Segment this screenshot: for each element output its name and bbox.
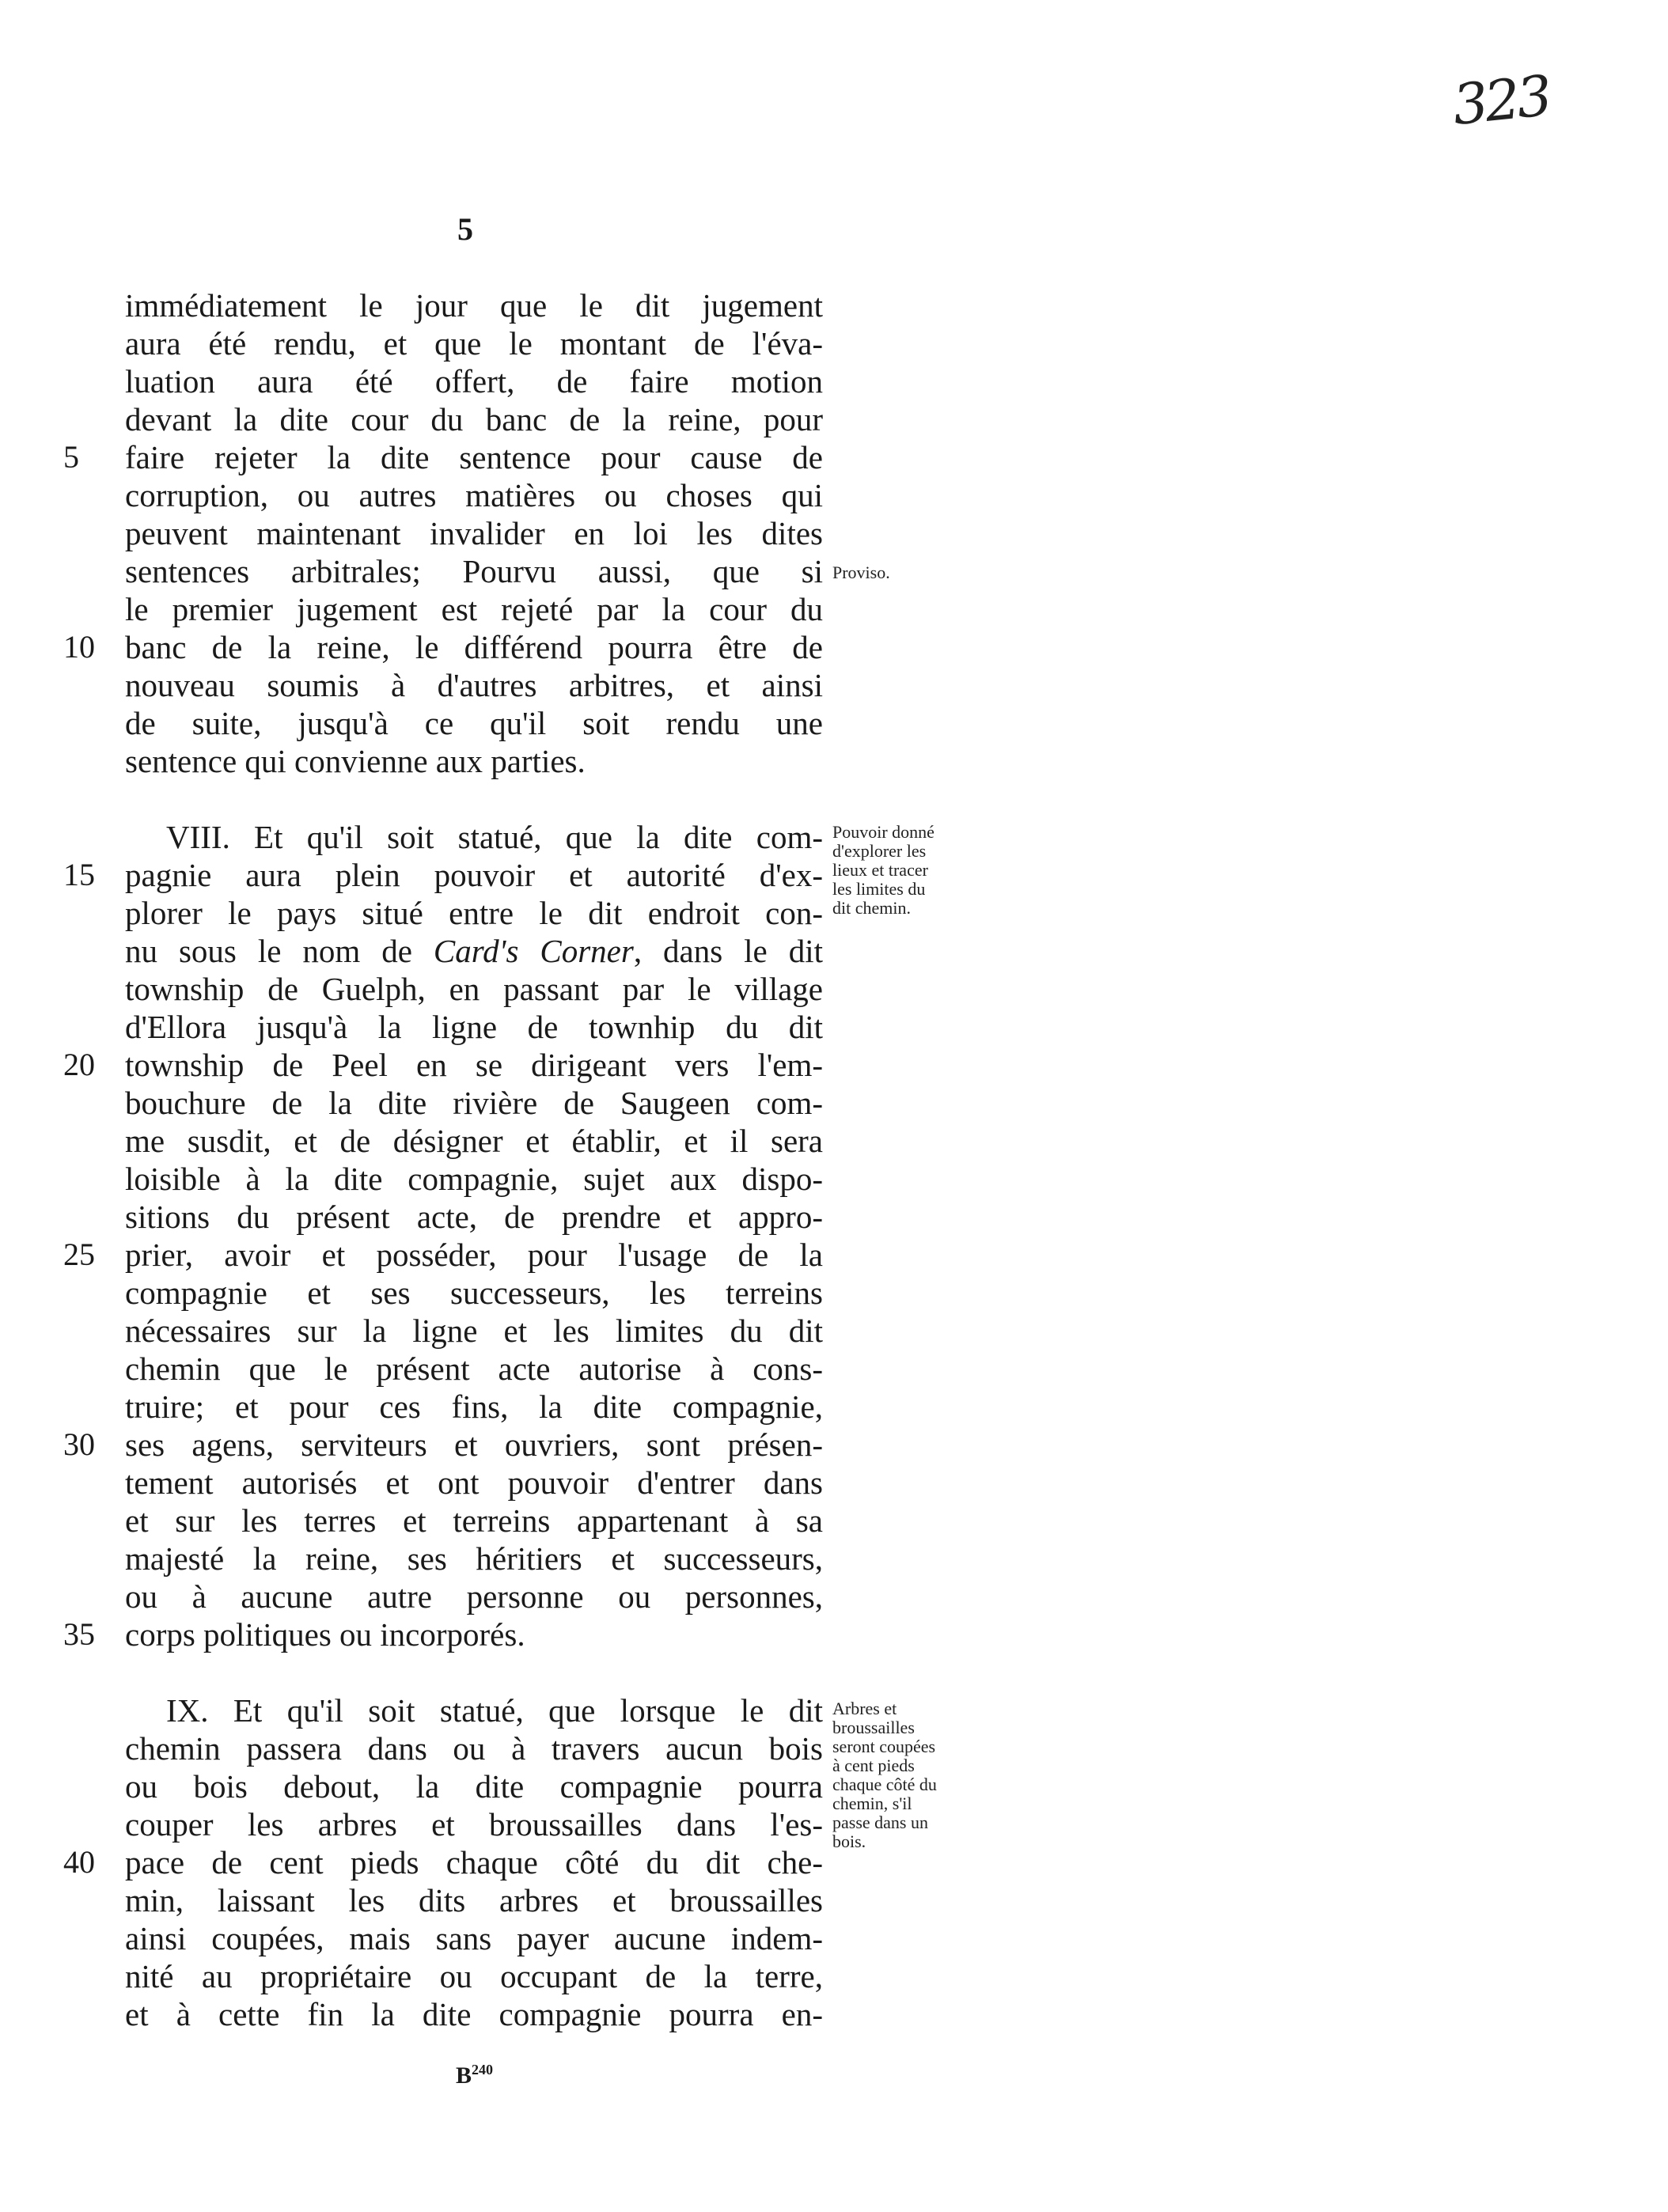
text-line: chemin que le présent acte autorise à cons-: [125, 1350, 823, 1387]
text-line: de suite, jusqu'à ce qu'il soit rendu une: [125, 705, 823, 741]
text-line: couper les arbres et broussailles dans l'es-: [125, 1806, 823, 1843]
text-line: ses agens, serviteurs et ouvriers, sont présen-: [125, 1426, 823, 1463]
place-name-italic: Card's Corner: [433, 933, 634, 969]
line-number: 30: [63, 1426, 95, 1462]
text-line: loisible à la dite compagnie, sujet aux dispo-: [125, 1161, 823, 1197]
text-line: min, laissant les dits arbres et broussailles: [125, 1882, 823, 1918]
text-line: et à cette fin la dite compagnie pourra en-: [125, 1996, 823, 2032]
margin-note-line: chaque côté du: [832, 1775, 937, 1794]
text-line: township de Peel en se dirigeant vers l'em-: [125, 1047, 823, 1083]
text-line: et sur les terres et terreins appartenant à sa: [125, 1502, 823, 1539]
margin-note-line: lieux et tracer: [832, 860, 928, 880]
text-line: prier, avoir et posséder, pour l'usage de la: [125, 1237, 823, 1273]
margin-note-line: dit chemin.: [832, 898, 911, 918]
text-line: sentence qui convienne aux parties.: [125, 743, 586, 779]
margin-note-line: Arbres et: [832, 1699, 897, 1718]
line-number: 25: [63, 1237, 95, 1272]
text-segment: nu sous le nom de: [125, 933, 434, 969]
signature-letter: B: [456, 2062, 472, 2089]
text-line: IX. Et qu'il soit statué, que lorsque le dit: [166, 1692, 823, 1729]
page-number: 5: [457, 211, 473, 247]
margin-note-line: à cent pieds: [832, 1756, 915, 1775]
text-line: sitions du présent acte, de prendre et appro-: [125, 1199, 823, 1235]
margin-note-line: les limites du: [832, 879, 926, 899]
text-line: faire rejeter la dite sentence pour cause de: [125, 439, 823, 475]
text-line: pagnie aura plein pouvoir et autorité d'ex-: [125, 857, 823, 893]
text-line: le premier jugement est rejeté par la cour du: [125, 591, 823, 627]
text-line: majesté la reine, ses héritiers et successeurs,: [125, 1540, 823, 1577]
text-line: plorer le pays situé entre le dit endroit con-: [125, 895, 823, 931]
text-line: pace de cent pieds chaque côté du dit che-: [125, 1844, 823, 1881]
text-line: nouveau soumis à d'autres arbitres, et ainsi: [125, 667, 823, 703]
text-segment: , dans le dit: [633, 933, 824, 969]
line-number: 35: [63, 1616, 95, 1652]
text-line: corps politiques ou incorporés.: [125, 1616, 525, 1653]
text-line: bouchure de la dite rivière de Saugeen com-: [125, 1085, 823, 1121]
text-line: chemin passera dans ou à travers aucun bois: [125, 1730, 823, 1767]
text-line: corruption, ou autres matières ou choses qui: [125, 477, 823, 513]
text-line: compagnie et ses successeurs, les terreins: [125, 1275, 823, 1311]
text-line: banc de la reine, le différend pourra être de: [125, 629, 823, 665]
text-line: township de Guelph, en passant par le village: [125, 971, 823, 1007]
margin-note-line: passe dans un: [832, 1812, 928, 1832]
folio-number: 323: [1450, 62, 1552, 138]
text-line: ou bois debout, la dite compagnie pourra: [125, 1768, 823, 1805]
text-line: immédiatement le jour que le dit jugement: [125, 287, 823, 324]
line-number: 5: [63, 439, 79, 475]
text-line: ou à aucune autre personne ou personnes,: [125, 1578, 823, 1615]
text-line-with-italic: [125, 932, 823, 970]
text-line: me susdit, et de désigner et établir, et il sera: [125, 1123, 823, 1159]
line-number: 40: [63, 1844, 95, 1880]
text-line: VIII. Et qu'il soit statué, que la dite com-: [166, 819, 823, 855]
text-line: devant la dite cour du banc de la reine, pour: [125, 401, 823, 437]
margin-note-arbres: [832, 1699, 991, 1851]
text-line: ainsi coupées, mais sans payer aucune indem-: [125, 1920, 823, 1956]
text-line: nécessaires sur la ligne et les limites du dit: [125, 1312, 823, 1349]
margin-note-line: Pouvoir donné: [832, 822, 934, 842]
margin-note-line: chemin, s'il: [832, 1793, 912, 1813]
signature-number: 240: [472, 2062, 494, 2078]
text-line: aura été rendu, et que le montant de l'éva-: [125, 325, 823, 362]
line-number: 15: [63, 857, 95, 892]
text-line: truire; et pour ces fins, la dite compagnie,: [125, 1388, 823, 1425]
text-line: luation aura été offert, de faire motion: [125, 363, 823, 400]
text-line: nité au propriétaire ou occupant de la terre,: [125, 1958, 823, 1994]
margin-note-line: broussailles: [832, 1718, 915, 1737]
margin-note-line: d'explorer les: [832, 841, 927, 861]
text-line: sentences arbitrales; Pourvu aussi, que si: [125, 553, 823, 589]
margin-note-line: bois.: [832, 1831, 866, 1851]
text-line: d'Ellora jusqu'à la ligne de townhip du dit: [125, 1009, 823, 1045]
text-line: tement autorisés et ont pouvoir d'entrer dans: [125, 1464, 823, 1501]
margin-note-proviso: Proviso.: [832, 562, 890, 582]
margin-note-line: seront coupées: [832, 1737, 936, 1756]
signature-mark: [456, 2062, 493, 2089]
text-line: peuvent maintenant invalider en loi les dites: [125, 515, 823, 551]
line-number: 10: [63, 629, 95, 665]
margin-note-pouvoir: [832, 823, 991, 918]
line-number: 20: [63, 1047, 95, 1082]
